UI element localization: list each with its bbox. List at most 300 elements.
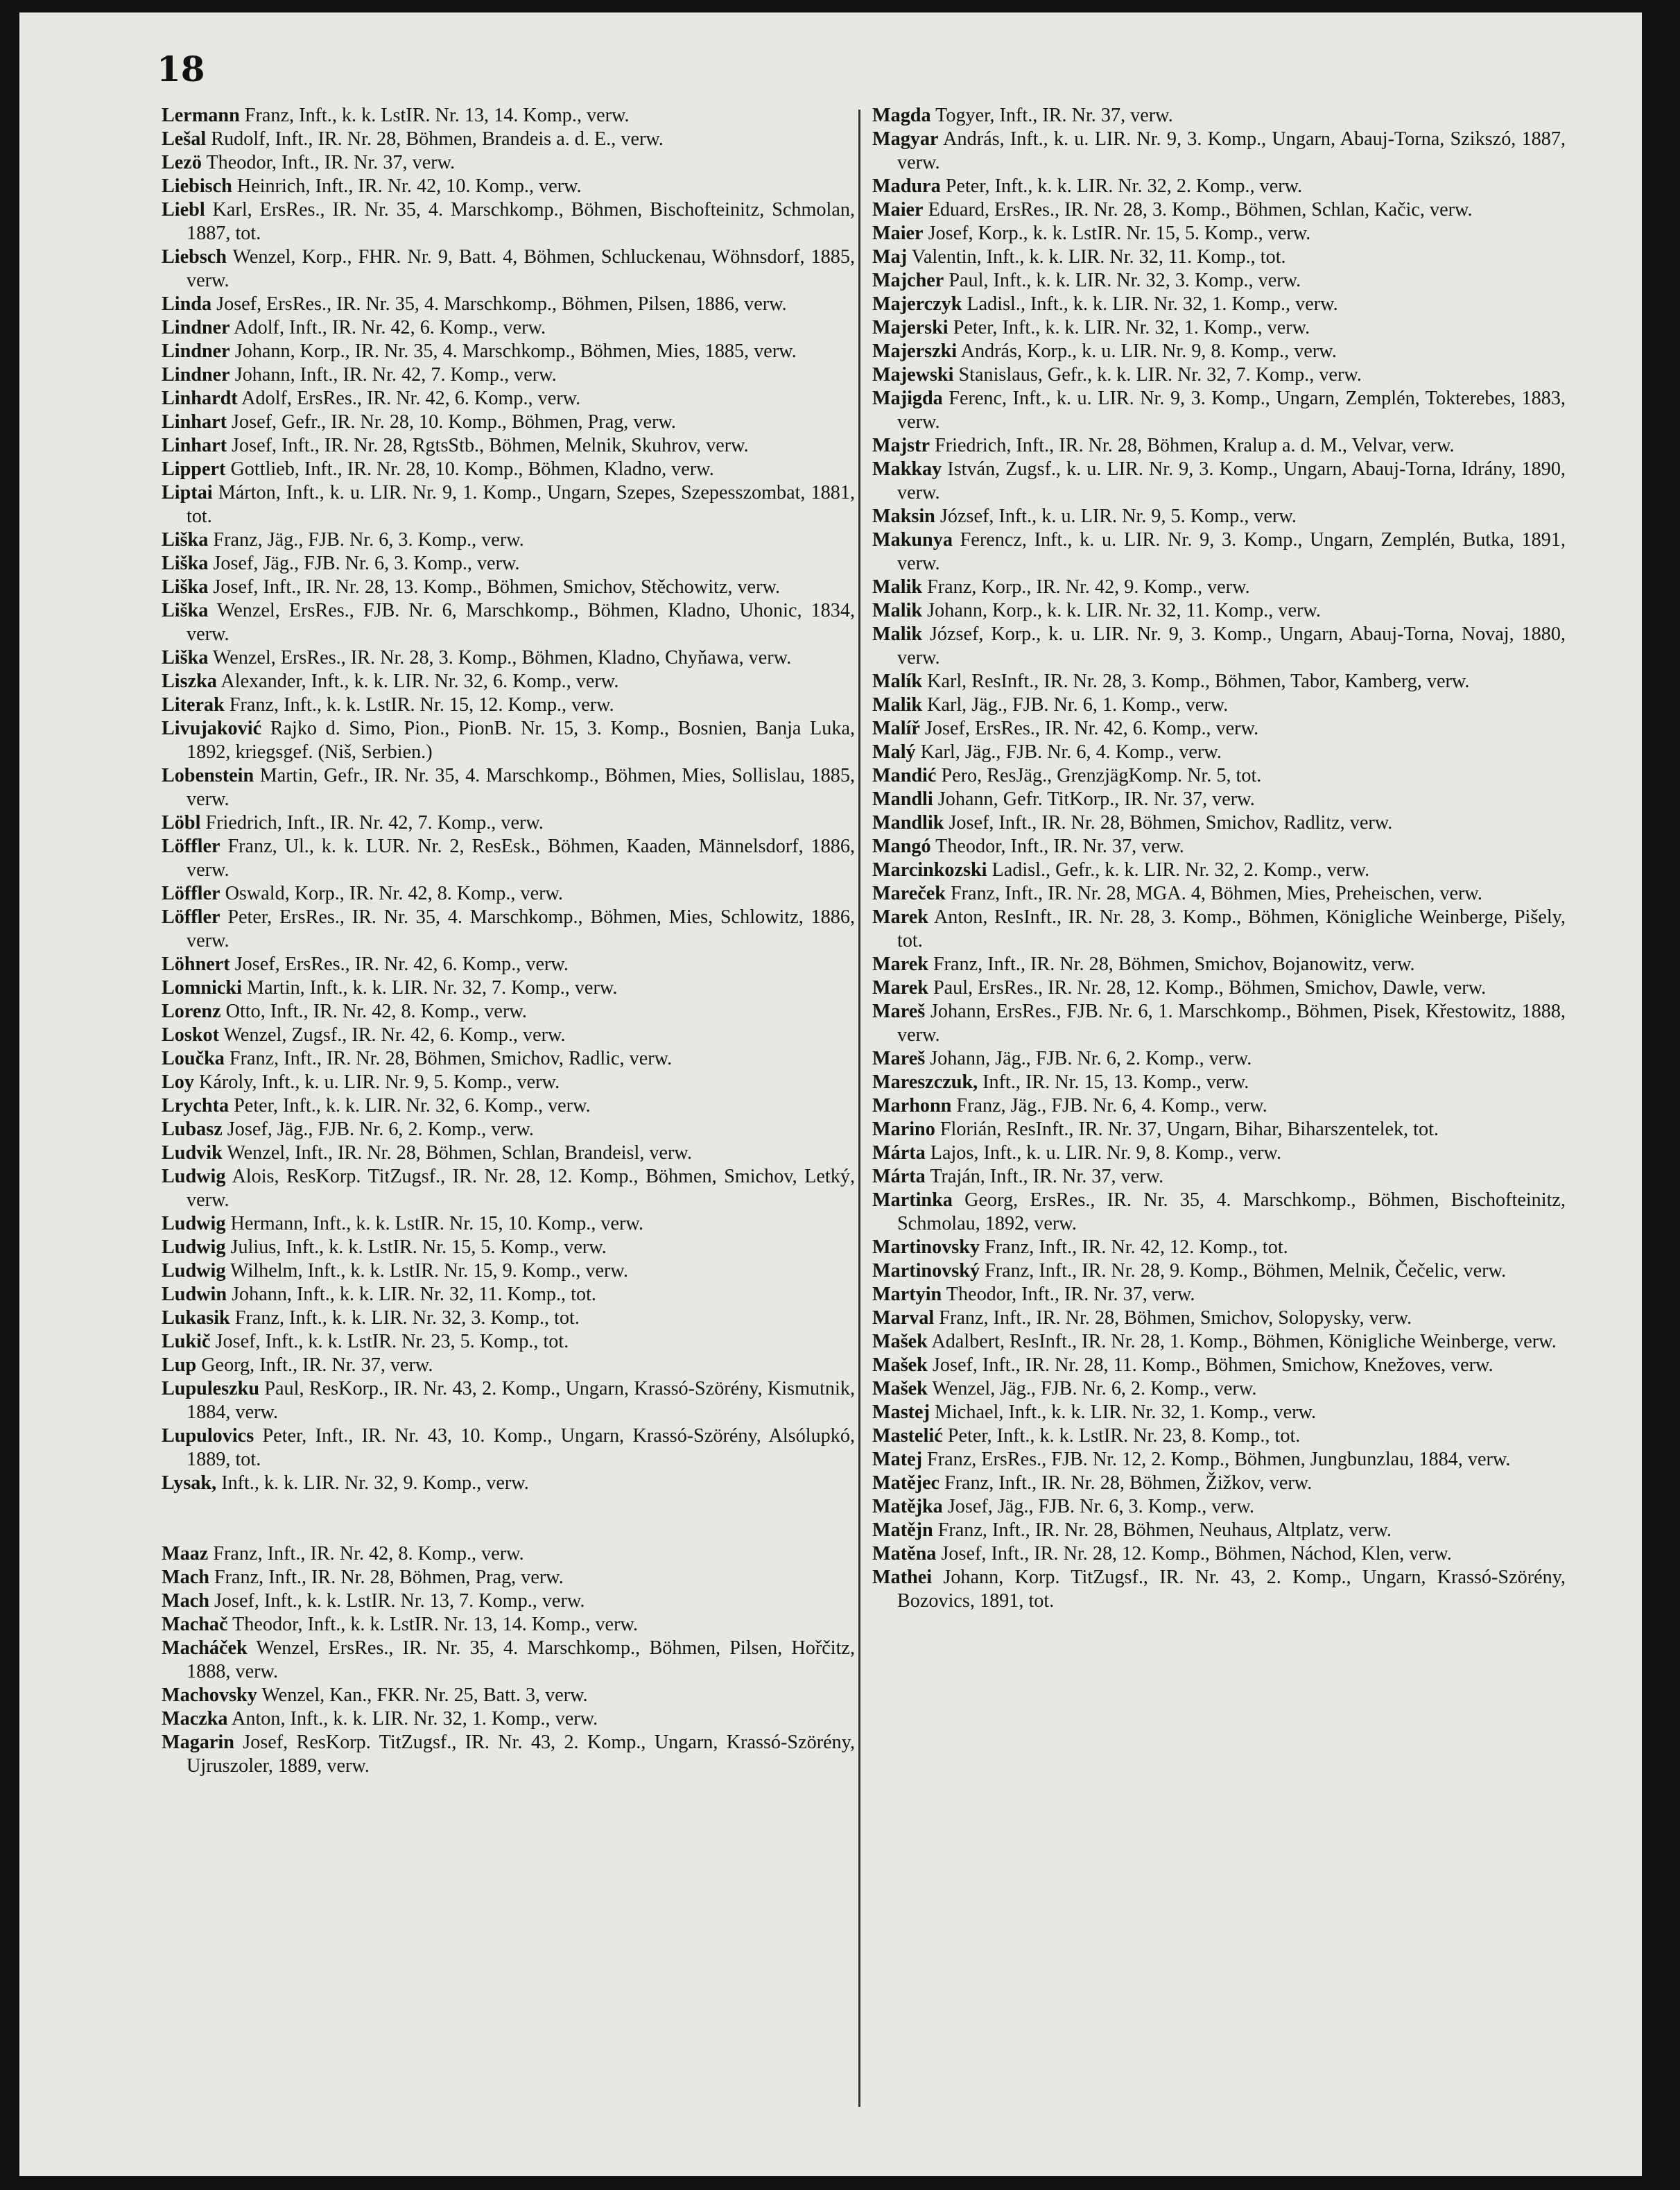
register-entry [872, 693, 1566, 717]
entry-surname: Mastej [872, 1402, 930, 1423]
entry-details: Johann, Korp. TitZugsf., IR. Nr. 43, 2. Komp., Ungarn, Krassó-Szörény, Bozovics, 1891, tot. [897, 1567, 1566, 1612]
register-entry [162, 1236, 855, 1259]
page-number: 18 [157, 49, 205, 89]
entry-surname: Linhart [162, 411, 227, 433]
register-entry [872, 104, 1566, 128]
register-entry [162, 976, 855, 1000]
entry-surname: Mašek [872, 1331, 928, 1352]
right-column [872, 104, 1566, 1613]
entry-details: Johann, Gefr. TitKorp., IR. Nr. 37, verw. [933, 788, 1255, 810]
entry-surname: Marhonn [872, 1095, 952, 1116]
entry-details: Márton, Inft., k. u. LIR. Nr. 9, 1. Komp., Ungarn, Szepes, Szepesszombat, 1881, tot. [187, 482, 855, 527]
entry-details: Franz, Inft., k. k. LstIR. Nr. 13, 14. Komp., verw. [239, 105, 630, 126]
entry-surname: Malý [872, 741, 916, 763]
entry-details: József, Korp., k. u. LIR. Nr. 9, 3. Komp., Ungarn, Abauj-Torna, Novaj, 1880, verw. [897, 623, 1566, 669]
entry-surname: Madura [872, 175, 941, 197]
entry-details: Josef, Jäg., FJB. Nr. 6, 3. Komp., verw. [942, 1496, 1254, 1517]
entry-surname: Löhnert [162, 954, 230, 975]
entry-surname: Mandli [872, 788, 933, 810]
entry-details: Eduard, ErsRes., IR. Nr. 28, 3. Komp., Böhmen, Schlan, Kačic, verw. [923, 199, 1473, 221]
register-entry [872, 976, 1566, 1000]
entry-surname: Lobenstein [162, 765, 254, 786]
register-entry [872, 1307, 1566, 1330]
entry-details: Wilhelm, Inft., k. k. LstIR. Nr. 15, 9. Komp., verw. [225, 1260, 629, 1282]
entry-details: Anton, ResInft., IR. Nr. 28, 3. Komp., Böhmen, Königliche Weinberge, Pišely, tot. [897, 906, 1566, 951]
entry-surname: Liška [162, 529, 209, 551]
entry-surname: Magyar [872, 128, 939, 150]
register-entry [872, 1495, 1566, 1519]
entry-surname: Maj [872, 246, 908, 268]
entry-surname: Machovsky [162, 1684, 257, 1706]
entry-surname: Lorenz [162, 1001, 221, 1022]
register-entry [872, 906, 1566, 953]
entry-surname: Márta [872, 1166, 926, 1187]
register-entry [872, 222, 1566, 245]
entry-surname: Maksin [872, 506, 935, 527]
register-entry [872, 741, 1566, 764]
entry-details: Karl, Jäg., FJB. Nr. 6, 4. Komp., verw. [915, 741, 1222, 763]
entry-surname: Ludwig [162, 1236, 226, 1258]
entry-details: Lajos, Inft., k. u. LIR. Nr. 9, 8. Komp., verw. [925, 1142, 1282, 1164]
entry-surname: Maier [872, 199, 924, 221]
entry-details: Georg, ErsRes., IR. Nr. 35, 4. Marschkomp., Böhmen, Bischofteinitz, Schmolau, 1892, verw. [897, 1189, 1566, 1234]
entry-details: Franz, Jäg., FJB. Nr. 6, 3. Komp., verw. [208, 529, 524, 551]
entry-details: Anton, Inft., k. k. LIR. Nr. 32, 1. Komp., verw. [227, 1708, 598, 1730]
entry-surname: Literak [162, 694, 225, 716]
register-entry [162, 1542, 855, 1566]
entry-surname: Mandlik [872, 812, 944, 834]
entry-details: Georg, Inft., IR. Nr. 37, verw. [196, 1354, 433, 1376]
entry-details: Hermann, Inft., k. k. LstIR. Nr. 15, 10. Komp., verw. [225, 1213, 643, 1234]
entry-surname: Liška [162, 647, 209, 669]
entry-details: Johann, Jäg., FJB. Nr. 6, 2. Komp., verw. [925, 1048, 1252, 1069]
entry-details: Alois, ResKorp. TitZugsf., IR. Nr. 28, 12. Komp., Böhmen, Smichov, Letký, verw. [187, 1166, 855, 1211]
entry-details: Valentin, Inft., k. k. LIR. Nr. 32, 11. Komp., tot. [907, 246, 1286, 268]
register-entry [162, 151, 855, 175]
register-entry [162, 245, 855, 293]
register-entry [872, 505, 1566, 528]
entry-details: Paul, Inft., k. k. LIR. Nr. 32, 3. Komp., verw. [944, 270, 1301, 291]
entry-details: András, Korp., k. u. LIR. Nr. 9, 8. Komp., verw. [957, 340, 1337, 362]
entry-surname: Mathei [872, 1567, 933, 1588]
register-entry [872, 316, 1566, 340]
entry-surname: Martinovsky [872, 1236, 980, 1258]
entry-details: Franz, Inft., IR. Nr. 28, Böhmen, Neuhaus, Altplatz, verw. [933, 1519, 1392, 1541]
register-entry [162, 1165, 855, 1212]
register-entry [872, 1165, 1566, 1189]
entry-surname: Loskot [162, 1024, 220, 1046]
register-entry [872, 953, 1566, 976]
entry-details: Franz, Inft., IR. Nr. 28, Böhmen, Smichov, Radlic, verw. [224, 1048, 673, 1069]
entry-surname: Mach [162, 1590, 209, 1612]
entry-surname: Liška [162, 576, 209, 598]
register-entry [162, 693, 855, 717]
entry-details: István, Zugsf., k. u. LIR. Nr. 9, 3. Komp., Ungarn, Abauj-Torna, Idrány, 1890, verw. [897, 458, 1566, 503]
entry-details: Franz, Inft., IR. Nr. 28, 9. Komp., Böhmen, Melnik, Čečelic, verw. [980, 1260, 1507, 1282]
entry-surname: Lermann [162, 105, 240, 126]
entry-surname: Mareš [872, 1001, 926, 1022]
entry-surname: Majerszki [872, 340, 958, 362]
entry-details: Franz, Inft., IR. Nr. 28, Böhmen, Žižkov, verw. [939, 1472, 1313, 1494]
entry-details: Wenzel, ErsRes., IR. Nr. 35, 4. Marschkomp., Böhmen, Pilsen, Hořčitz, 1888, verw. [187, 1637, 855, 1682]
register-entry [162, 1731, 855, 1778]
entry-details: Pero, ResJäg., GrenzjägKomp. Nr. 5, tot. [936, 765, 1262, 786]
register-entry [872, 434, 1566, 458]
register-entry [872, 1094, 1566, 1118]
entry-details: Johann, Inft., k. k. LIR. Nr. 32, 11. Komp., tot. [227, 1284, 596, 1305]
register-entry [162, 1707, 855, 1731]
register-entry [162, 198, 855, 245]
register-entry [162, 128, 855, 151]
entry-surname: Lysak, [162, 1472, 217, 1494]
entry-details: Peter, Inft., k. k. LstIR. Nr. 23, 8. Komp., tot. [942, 1425, 1301, 1447]
entry-details: Friedrich, Inft., IR. Nr. 42, 7. Komp., verw. [200, 812, 544, 834]
entry-surname: Matějka [872, 1496, 943, 1517]
entry-surname: Marino [872, 1119, 935, 1140]
entry-details: Ferenc, Inft., k. u. LIR. Nr. 9, 3. Komp., Ungarn, Zemplén, Tokterebes, 1883, verw. [897, 388, 1566, 433]
entry-details: Ladisl., Inft., k. k. LIR. Nr. 32, 1. Komp., verw. [962, 293, 1338, 315]
register-entry [162, 576, 855, 599]
entry-surname: Lindner [162, 317, 230, 338]
entry-details: Josef, Inft., IR. Nr. 28, 12. Komp., Böhmen, Náchod, Klen, verw. [936, 1543, 1452, 1564]
register-entry [872, 1354, 1566, 1377]
entry-surname: Matěna [872, 1543, 937, 1564]
entry-surname: Ludwig [162, 1166, 226, 1187]
entry-details: András, Inft., k. u. LIR. Nr. 9, 3. Komp., Ungarn, Abauj-Torna, Szikszó, 1887, verw. [897, 128, 1566, 173]
entry-details: Florián, ResInft., IR. Nr. 37, Ungarn, Bihar, Biharszentelek, tot. [935, 1119, 1439, 1140]
register-entry [162, 1141, 855, 1165]
entry-details: Alexander, Inft., k. k. LIR. Nr. 32, 6. Komp., verw. [216, 671, 619, 692]
entry-details: Franz, Inft., IR. Nr. 28, Böhmen, Smichov, Solopysky, verw. [934, 1307, 1412, 1329]
register-entry [872, 1377, 1566, 1401]
register-entry [162, 1472, 855, 1495]
register-entry [162, 764, 855, 811]
register-entry [872, 599, 1566, 623]
register-entry [162, 646, 855, 670]
entry-surname: Magarin [162, 1732, 234, 1753]
entry-details: Theodor, Inft., k. k. LstIR. Nr. 13, 14. Komp., verw. [227, 1614, 639, 1635]
entry-surname: Martyin [872, 1284, 942, 1305]
register-entry [162, 599, 855, 646]
register-entry [872, 387, 1566, 434]
entry-surname: Martinovský [872, 1260, 980, 1282]
entry-details: Josef, Inft., k. k. LstIR. Nr. 13, 7. Komp., verw. [209, 1590, 585, 1612]
entry-details: Adalbert, ResInft., IR. Nr. 28, 1. Komp., Böhmen, Königliche Weinberge, verw. [927, 1331, 1557, 1352]
entry-surname: Lomnicki [162, 977, 242, 999]
entry-details: Johann, Korp., k. k. LIR. Nr. 32, 11. Komp., verw. [922, 600, 1321, 621]
register-entry [162, 1377, 855, 1424]
entry-surname: Lezö [162, 152, 202, 173]
register-entry [162, 387, 855, 411]
entry-details: Franz, ErsRes., FJB. Nr. 12, 2. Komp., Böhmen, Jungbunzlau, 1884, verw. [921, 1449, 1511, 1470]
document-page [19, 12, 1642, 2176]
register-entry [872, 1189, 1566, 1236]
register-entry [162, 1071, 855, 1094]
entry-surname: Lrychta [162, 1095, 230, 1116]
entry-surname: Majerczyk [872, 293, 962, 315]
entry-surname: Mangó [872, 836, 931, 857]
entry-details: Josef, ErsRes., IR. Nr. 35, 4. Marschkomp., Böhmen, Pilsen, 1886, verw. [211, 293, 787, 315]
left-column [162, 104, 855, 1778]
entry-details: Johann, Inft., IR. Nr. 42, 7. Komp., verw. [230, 364, 557, 386]
entry-surname: Mašek [872, 1378, 928, 1399]
entry-surname: Lindner [162, 364, 230, 386]
register-entry [872, 128, 1566, 175]
register-entry [162, 1000, 855, 1024]
entry-surname: Lukič [162, 1331, 211, 1352]
register-entry [872, 882, 1566, 906]
entry-details: József, Inft., k. u. LIR. Nr. 9, 5. Komp., verw. [935, 506, 1297, 527]
entry-surname: Majerski [872, 317, 949, 338]
register-entry [162, 1566, 855, 1589]
register-entry [162, 552, 855, 576]
entry-details: Peter, ErsRes., IR. Nr. 35, 4. Marschkomp., Böhmen, Mies, Schlowitz, 1886, verw. [187, 906, 855, 951]
entry-details: Franz, Inft., k. k. LstIR. Nr. 15, 12. Komp., verw. [224, 694, 614, 716]
entry-details: Rajko d. Simo, Pion., PionB. Nr. 15, 3. Komp., Bosnien, Banja Luka, 1892, kriegsgef. (Niš, Serbien.) [187, 718, 855, 763]
entry-surname: Maaz [162, 1543, 209, 1564]
register-entry [872, 293, 1566, 316]
entry-surname: Makkay [872, 458, 942, 480]
entry-details: Ladisl., Gefr., k. k. LIR. Nr. 32, 2. Komp., verw. [987, 859, 1370, 881]
register-entry [162, 1589, 855, 1613]
entry-details: Franz, Inft., IR. Nr. 28, MGA. 4, Böhmen, Mies, Preheischen, verw. [945, 883, 1482, 904]
entry-details: Paul, ResKorp., IR. Nr. 43, 2. Komp., Ungarn, Krassó-Szörény, Kismutnik, 1884, verw. [187, 1378, 855, 1423]
entry-surname: Lippert [162, 458, 226, 480]
entry-surname: Matějec [872, 1472, 940, 1494]
register-entry [162, 316, 855, 340]
register-entry [872, 623, 1566, 670]
entry-details: Wenzel, ErsRes., FJB. Nr. 6, Marschkomp., Böhmen, Kladno, Uhonic, 1834, verw. [187, 600, 855, 645]
entry-details: Traján, Inft., IR. Nr. 37, verw. [925, 1166, 1164, 1187]
entry-surname: Linda [162, 293, 212, 315]
entry-details: Michael, Inft., k. k. LIR. Nr. 32, 1. Komp., verw. [929, 1402, 1317, 1423]
register-entry [872, 788, 1566, 811]
entry-surname: Marek [872, 977, 928, 999]
entry-details: Gottlieb, Inft., IR. Nr. 28, 10. Komp., Böhmen, Kladno, verw. [225, 458, 714, 480]
entry-surname: Liška [162, 600, 209, 621]
entry-details: Josef, ErsRes., IR. Nr. 42, 6. Komp., verw. [230, 954, 569, 975]
register-entry [162, 363, 855, 387]
entry-surname: Lukasik [162, 1307, 230, 1329]
register-entry [162, 670, 855, 693]
entry-surname: Marval [872, 1307, 935, 1329]
entry-surname: Ludwig [162, 1213, 226, 1234]
entry-details: Peter, Inft., k. k. LIR. Nr. 32, 2. Komp., verw. [940, 175, 1303, 197]
register-entry [162, 1330, 855, 1354]
entry-surname: Matějn [872, 1519, 933, 1541]
entry-surname: Mach [162, 1567, 209, 1588]
register-entry [872, 1424, 1566, 1448]
entry-surname: Liebisch [162, 175, 232, 197]
entry-surname: Marcinkozski [872, 859, 987, 881]
register-entry [162, 293, 855, 316]
entry-details: Josef, Inft., IR. Nr. 28, 13. Komp., Böhmen, Smichov, Stěchowitz, verw. [208, 576, 781, 598]
register-entry [162, 1047, 855, 1071]
register-entry [872, 1000, 1566, 1047]
entry-surname: Maczka [162, 1708, 228, 1730]
register-entry [872, 198, 1566, 222]
entry-details: Inft., IR. Nr. 15, 13. Komp., verw. [978, 1071, 1249, 1093]
register-entry [162, 835, 855, 882]
entry-details: Wenzel, Korp., FHR. Nr. 9, Batt. 4, Böhmen, Schluckenau, Wöhnsdorf, 1885, verw. [187, 246, 855, 291]
entry-details: Adolf, ErsRes., IR. Nr. 42, 6. Komp., verw. [237, 388, 581, 409]
entry-surname: Majcher [872, 270, 944, 291]
entry-details: Wenzel, Zugsf., IR. Nr. 42, 6. Komp., verw. [219, 1024, 566, 1046]
register-entry [872, 245, 1566, 269]
entry-surname: Matej [872, 1449, 922, 1470]
entry-surname: Márta [872, 1142, 926, 1164]
entry-details: Rudolf, Inft., IR. Nr. 28, Böhmen, Brandeis a. d. E., verw. [206, 128, 664, 150]
register-entry [162, 1637, 855, 1684]
register-entry [872, 340, 1566, 363]
entry-details: Franz, Inft., IR. Nr. 42, 8. Komp., verw. [208, 1543, 524, 1564]
entry-surname: Löbl [162, 812, 201, 834]
register-entry [162, 882, 855, 906]
entry-details: Peter, Inft., IR. Nr. 43, 10. Komp., Ungarn, Krassó-Szörény, Alsólupkó, 1889, tot. [187, 1425, 855, 1470]
register-entry [162, 528, 855, 552]
register-entry [162, 1684, 855, 1707]
entry-details: Josef, Jäg., FJB. Nr. 6, 3. Komp., verw. [208, 553, 520, 574]
entry-surname: Mandić [872, 765, 937, 786]
entry-details: Josef, Jäg., FJB. Nr. 6, 2. Komp., verw. [222, 1119, 534, 1140]
register-entry [872, 811, 1566, 835]
entry-details: Karl, Jäg., FJB. Nr. 6, 1. Komp., verw. [922, 694, 1229, 716]
entry-details: Ferencz, Inft., k. u. LIR. Nr. 9, 3. Komp., Ungarn, Zemplén, Butka, 1891, verw. [897, 529, 1566, 574]
register-entry [162, 1024, 855, 1047]
entry-surname: Löffler [162, 883, 220, 904]
entry-details: Stanislaus, Gefr., k. k. LIR. Nr. 32, 7. Komp., verw. [953, 364, 1362, 386]
register-entry [162, 1307, 855, 1330]
entry-surname: Makunya [872, 529, 953, 551]
register-entry [872, 1401, 1566, 1424]
entry-details: Josef, ResKorp. TitZugsf., IR. Nr. 43, 2. Komp., Ungarn, Krassó-Szörény, Ujruszoler, 1889, verw. [187, 1732, 855, 1777]
entry-details: Friedrich, Inft., IR. Nr. 28, Böhmen, Kralup a. d. M., Velvar, verw. [929, 435, 1455, 456]
entry-surname: Lešal [162, 128, 207, 150]
entry-details: Károly, Inft., k. u. LIR. Nr. 9, 5. Komp., verw. [194, 1071, 560, 1093]
register-entry [872, 175, 1566, 198]
entry-surname: Malik [872, 694, 923, 716]
entry-surname: Lubasz [162, 1119, 223, 1140]
entry-surname: Lupuleszku [162, 1378, 260, 1399]
entry-details: Heinrich, Inft., IR. Nr. 42, 10. Komp., verw. [232, 175, 582, 197]
register-entry [872, 1330, 1566, 1354]
entry-details: Josef, Korp., k. k. LstIR. Nr. 15, 5. Komp., verw. [923, 223, 1311, 244]
entry-surname: Liszka [162, 671, 217, 692]
entry-surname: Machač [162, 1614, 228, 1635]
register-entry [872, 1071, 1566, 1094]
register-entry [162, 458, 855, 481]
entry-surname: Liebsch [162, 246, 227, 268]
entry-surname: Lupulovics [162, 1425, 254, 1447]
entry-details: Wenzel, Kan., FKR. Nr. 25, Batt. 3, verw. [257, 1684, 588, 1706]
register-entry [162, 411, 855, 434]
register-entry [162, 1613, 855, 1637]
register-entry [162, 175, 855, 198]
entry-details: Martin, Inft., k. k. LIR. Nr. 32, 7. Komp., verw. [241, 977, 618, 999]
register-entry [872, 269, 1566, 293]
entry-surname: Majigda [872, 388, 943, 409]
entry-details: Franz, Ul., k. k. LUR. Nr. 2, ResEsk., Böhmen, Kaaden, Männelsdorf, 1886, verw. [187, 836, 855, 881]
entry-surname: Mareszczuk, [872, 1071, 978, 1093]
entry-surname: Mareš [872, 1048, 926, 1069]
entry-details: Martin, Gefr., IR. Nr. 35, 4. Marschkomp., Böhmen, Mies, Sollislau, 1885, verw. [187, 765, 855, 810]
entry-details: Otto, Inft., IR. Nr. 42, 8. Komp., verw. [220, 1001, 527, 1022]
entry-surname: Majstr [872, 435, 930, 456]
entry-details: Wenzel, Inft., IR. Nr. 28, Böhmen, Schlan, Brandeisl, verw. [222, 1142, 692, 1164]
entry-surname: Ludwin [162, 1284, 227, 1305]
entry-surname: Linhardt [162, 388, 238, 409]
entry-details: Josef, Inft., IR. Nr. 28, RgtsStb., Böhmen, Melnik, Skuhrov, verw. [226, 435, 749, 456]
entry-surname: Liptai [162, 482, 213, 503]
register-entry [162, 481, 855, 528]
register-entry [872, 859, 1566, 882]
entry-details: Wenzel, Jäg., FJB. Nr. 6, 2. Komp., verw. [927, 1378, 1257, 1399]
section-gap [162, 1495, 855, 1542]
entry-details: Adolf, Inft., IR. Nr. 42, 6. Komp., verw. [230, 317, 546, 338]
entry-surname: Malík [872, 671, 923, 692]
column-divider [858, 110, 860, 2107]
entry-surname: Malik [872, 600, 923, 621]
register-entry [872, 1259, 1566, 1283]
register-entry [162, 906, 855, 953]
entry-surname: Lindner [162, 340, 230, 362]
entry-surname: Maier [872, 223, 924, 244]
entry-details: Franz, Inft., IR. Nr. 28, Böhmen, Smichov, Bojanowitz, verw. [928, 954, 1415, 975]
register-entry [872, 1047, 1566, 1071]
entry-details: Josef, Inft., IR. Nr. 28, 11. Komp., Böhmen, Smichow, Knežoves, verw. [927, 1354, 1493, 1376]
register-entry [162, 1424, 855, 1472]
register-entry [872, 1141, 1566, 1165]
register-entry [162, 1118, 855, 1141]
register-entry [162, 811, 855, 835]
entry-surname: Malik [872, 623, 923, 645]
register-entry [872, 670, 1566, 693]
entry-surname: Malik [872, 576, 923, 598]
register-entry [872, 717, 1566, 741]
register-entry [872, 1542, 1566, 1566]
entry-details: Wenzel, ErsRes., IR. Nr. 28, 3. Komp., Böhmen, Kladno, Chyňawa, verw. [208, 647, 792, 669]
register-entry [162, 340, 855, 363]
register-entry [162, 1354, 855, 1377]
register-entry [872, 1472, 1566, 1495]
entry-details: Josef, Inft., IR. Nr. 28, Böhmen, Smichov, Radlitz, verw. [944, 812, 1393, 834]
entry-details: Josef, ErsRes., IR. Nr. 42, 6. Komp., verw. [919, 718, 1259, 739]
register-entry [872, 528, 1566, 576]
entry-surname: Mareček [872, 883, 946, 904]
entry-details: Johann, Korp., IR. Nr. 35, 4. Marschkomp., Böhmen, Mies, 1885, verw. [230, 340, 797, 362]
entry-details: Peter, Inft., k. k. LIR. Nr. 32, 1. Komp., verw. [948, 317, 1310, 338]
entry-details: Paul, ErsRes., IR. Nr. 28, 12. Komp., Böhmen, Smichov, Dawle, verw. [928, 977, 1487, 999]
entry-surname: Lup [162, 1354, 197, 1376]
register-entry [162, 1212, 855, 1236]
entry-details: Oswald, Korp., IR. Nr. 42, 8. Komp., verw. [220, 883, 564, 904]
register-entry [162, 1283, 855, 1307]
entry-surname: Loy [162, 1071, 194, 1093]
register-entry [162, 104, 855, 128]
entry-details: Karl, ErsRes., IR. Nr. 35, 4. Marschkomp., Böhmen, Bischofteinitz, Schmolan, 1887, tot. [187, 199, 855, 244]
entry-details: Franz, Inft., IR. Nr. 42, 12. Komp., tot. [980, 1236, 1288, 1258]
entry-details: Theodor, Inft., IR. Nr. 37, verw. [201, 152, 456, 173]
entry-surname: Mastelić [872, 1425, 943, 1447]
entry-surname: Liška [162, 553, 209, 574]
entry-surname: Löffler [162, 906, 220, 928]
register-entry [872, 1118, 1566, 1141]
entry-surname: Loučka [162, 1048, 225, 1069]
entry-surname: Marek [872, 954, 928, 975]
entry-details: Theodor, Inft., IR. Nr. 37, verw. [930, 836, 1184, 857]
register-entry [872, 458, 1566, 505]
register-entry [872, 576, 1566, 599]
